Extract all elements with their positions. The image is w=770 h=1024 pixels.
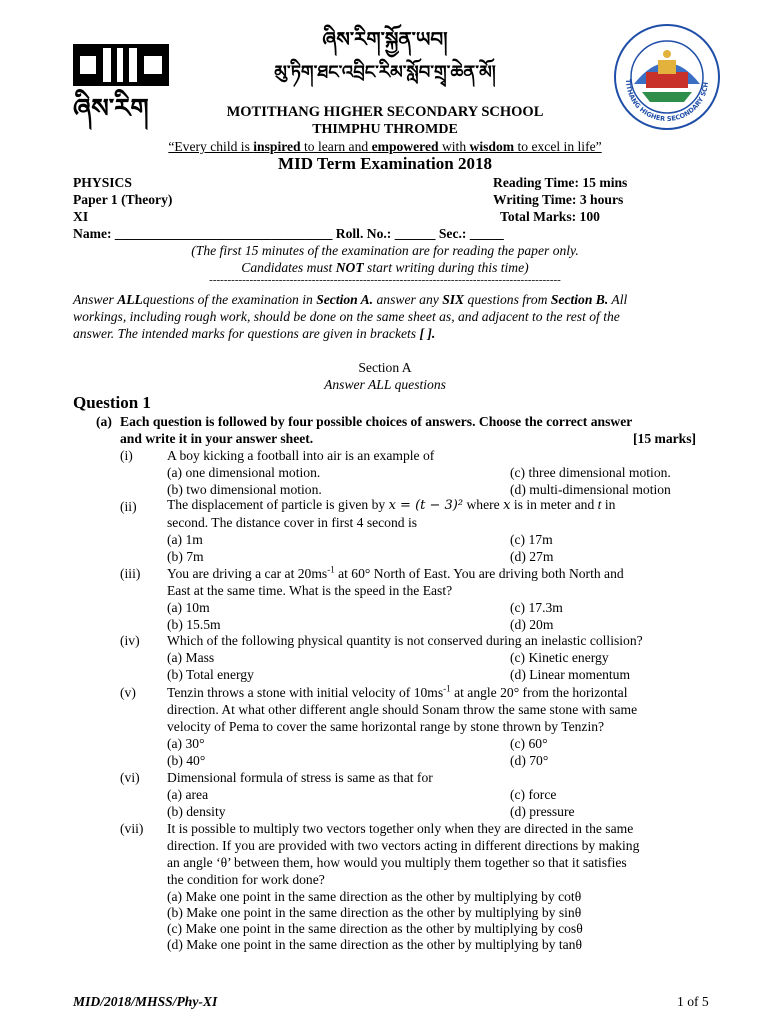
option-b: (b) density — [167, 804, 226, 819]
question-text: The displacement of particle is given by x = (t − 3)² where x is in meter and t in — [167, 497, 616, 513]
option-d: (d) 70° — [510, 753, 549, 768]
option-a: (a) Make one point in the same direction as the other by multiplying by cotθ — [167, 889, 582, 904]
option-c: (c) three dimensional motion. — [510, 465, 671, 480]
option-d: (d) pressure — [510, 804, 575, 819]
option-a: (a) 1m — [167, 532, 203, 547]
question-text-cont: direction. At what other different angle should Sonam throw the same stone with same — [167, 702, 638, 717]
option-d: (d) 27m — [510, 549, 554, 564]
question-text: You are driving a car at $20ms^{-1}$ at 60° North of East. You are driving both North and — [167, 564, 624, 581]
school-location: THIMPHU THROMDE — [312, 122, 458, 137]
question-number: (v) — [120, 685, 136, 700]
option-b: (b) 15.5m — [167, 617, 221, 632]
instructions-line-1: Answer ALLquestions of the examination in Section A. answer any SIX questions from Section B. All — [73, 292, 628, 307]
question-number: (ii) — [120, 499, 137, 514]
question-heading: Question 1 — [73, 393, 151, 412]
question-text: A boy kicking a football into air is an example of — [167, 448, 435, 463]
option-c: (c) 60° — [510, 736, 548, 751]
equation: x = (t − 3)² — [388, 498, 464, 513]
option-b: (b) two dimensional motion. — [167, 482, 322, 497]
dash-divider: ------------------------------------------------------------------------------------------------ — [209, 274, 561, 286]
question-text: Dimensional formula of stress is same as that for — [167, 770, 433, 785]
question-text-cont: second. The distance cover in first 4 second is — [167, 515, 418, 530]
question-number: (vi) — [120, 770, 140, 785]
option-b: (b) Total energy — [167, 667, 254, 682]
option-c: (c) 17.3m — [510, 600, 563, 615]
note-line-1: (The first 15 minutes of the examination are for reading the paper only. — [191, 243, 579, 258]
svg-text:MOTITHANG HIGHER SECONDARY SCH: TITHANG HIGHER SECONDARY SCH — [623, 78, 711, 124]
question-text-cont: an angle ‘θ’ between them, how would you multiply them together so that it satisfies — [167, 855, 627, 870]
question-number: (iii) — [120, 566, 141, 581]
option-c: (c) force — [510, 787, 557, 802]
name-roll-sec: Name: ________________________________ Roll. No.: ______ Sec.: _____ — [73, 226, 504, 241]
option-c: (c) Make one point in the same direction as the other by multiplying by cosθ — [167, 921, 583, 936]
writing-time: Writing Time: 3 hours — [493, 192, 624, 207]
question-text-cont: direction. If you are provided with two vectors acting in different directions by making — [167, 838, 640, 853]
option-b: (b) 40° — [167, 753, 206, 768]
option-b: (b) 7m — [167, 549, 204, 564]
option-d: (d) Make one point in the same direction as the other by multiplying by tanθ — [167, 937, 582, 952]
question-number: (iv) — [120, 633, 140, 648]
footer-code: MID/2018/MHSS/Phy-XI — [73, 994, 218, 1009]
logo-tibetan-text: ཞིས་རིག — [73, 94, 149, 124]
tibetan-heading-2: མུ་ཏིག་ཐང་འབྲིང་རིམ་སློབ་གྲྭ་ཆེན་མོ། — [274, 62, 496, 83]
option-a: (a) Mass — [167, 650, 215, 665]
instructions-line-2: workings, including rough work, should be done on the same sheet as, and adjacent to the rest of the — [73, 309, 620, 324]
question-text-cont: the condition for work done? — [167, 872, 325, 887]
subject: PHYSICS — [73, 175, 132, 190]
question-number: (vii) — [120, 821, 144, 836]
logo-blocks-icon — [73, 44, 183, 90]
total-marks: Total Marks: 100 — [500, 209, 600, 224]
section-title: Section A — [358, 360, 412, 375]
question-text-cont: velocity of Pema to cover the same horizontal range by stone thrown by Tenzin? — [167, 719, 605, 734]
option-a: (a) one dimensional motion. — [167, 465, 321, 480]
part-a-instruction-1: Each question is followed by four possible choices of answers. Choose the correct answer — [120, 414, 633, 429]
option-b: (b) Make one point in the same direction as the other by multiplying by sinθ — [167, 905, 582, 920]
reading-time: Reading Time: 15 mins — [493, 175, 628, 190]
exam-title: MID Term Examination 2018 — [278, 154, 492, 173]
question-text: Which of the following physical quantity is not conserved during an inelastic collision? — [167, 633, 643, 648]
option-d: (d) multi-dimensional motion — [510, 482, 671, 497]
question-number: (i) — [120, 448, 133, 463]
part-a-label: (a) — [96, 414, 112, 429]
part-a-marks: [15 marks] — [633, 431, 697, 446]
page-number: 1 of 5 — [677, 994, 709, 1009]
tibetan-heading-1: ཞིས་རིག་སྐྱོན་ཡབ། — [322, 27, 448, 51]
note-line-2: Candidates must NOT start writing during this time) — [241, 260, 529, 275]
option-d: (d) Linear momentum — [510, 667, 631, 682]
paper: Paper 1 (Theory) — [73, 192, 173, 207]
question-text-cont: East at the same time. What is the speed in the East? — [167, 583, 453, 598]
school-name: MOTITHANG HIGHER SECONDARY SCHOOL — [226, 104, 544, 120]
school-motto: “Every child is inspired to learn and empowered with wisdom to excel in life” — [168, 139, 602, 154]
instructions-line-3: answer. The intended marks for questions are given in brackets [ ]. — [73, 326, 436, 341]
class: XI — [73, 209, 89, 224]
part-a-instruction-2: and write it in your answer sheet. — [120, 431, 314, 446]
option-a: (a) area — [167, 787, 209, 802]
option-a: (a) 10m — [167, 600, 210, 615]
option-c: (c) Kinetic energy — [510, 650, 609, 665]
question-text: It is possible to multiply two vectors together only when they are directed in the same — [167, 821, 634, 836]
option-c: (c) 17m — [510, 532, 553, 547]
question-text: Tenzin throws a stone with initial velocity of $10ms^{-1}$ at angle 20° from the horizontal — [167, 683, 628, 700]
section-subtitle: Answer ALL questions — [324, 377, 446, 392]
option-a: (a) 30° — [167, 736, 205, 751]
option-d: (d) 20m — [510, 617, 554, 632]
